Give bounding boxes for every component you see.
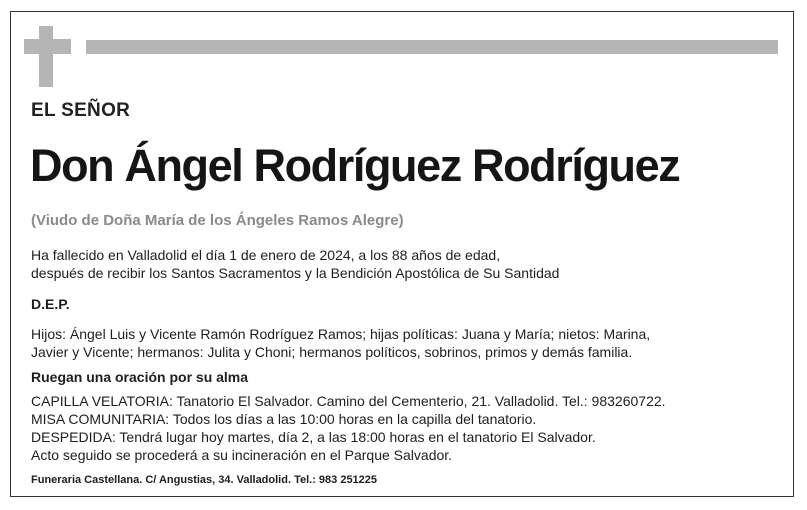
service-line: DESPEDIDA: Tendrá lugar hoy martes, día 2, a las 18:00 horas en el tanatorio El Salvador. <box>31 429 596 445</box>
death-line: después de recibir los Santos Sacramentos y la Bendición Apostólica de Su Santidad <box>31 265 560 281</box>
header-rule <box>86 40 778 54</box>
widow-of-line: (Viudo de Doña María de los Ángeles Ramos Alegre) <box>31 212 404 229</box>
deceased-name: Don Ángel Rodríguez Rodríguez <box>30 140 680 191</box>
cross-horizontal-bar <box>24 39 71 54</box>
cross-vertical-bar <box>39 26 53 87</box>
death-line: Ha fallecido en Valladolid el día 1 de enero de 2024, a los 88 años de edad, <box>31 247 501 263</box>
prayer-request: Ruegan una oración por su alma <box>31 369 249 385</box>
service-line: MISA COMUNITARIA: Todos los días a las 10:00 horas en la capilla del tanatorio. <box>31 411 537 427</box>
family-line: Javier y Vicente; hermanos: Julita y Choni; hermanos políticos, sobrinos, primos y demás familia. <box>31 344 633 360</box>
service-line: CAPILLA VELATORIA: Tanatorio El Salvador. Camino del Cementerio, 21. Valladolid. Tel.: 983260722. <box>31 393 666 409</box>
funeral-home-footer: Funeraria Castellana. C/ Angustias, 34. Valladolid. Tel.: 983 251225 <box>31 474 378 486</box>
rip-label: D.E.P. <box>31 296 70 312</box>
service-line: Acto seguido se procederá a su incineración en el Parque Salvador. <box>31 447 453 463</box>
honorific-prefix: EL SEÑOR <box>31 100 131 121</box>
family-line: Hijos: Ángel Luis y Vicente Ramón Rodríguez Ramos; hijas políticas: Juana y María; nietos: Marina, <box>31 326 651 342</box>
